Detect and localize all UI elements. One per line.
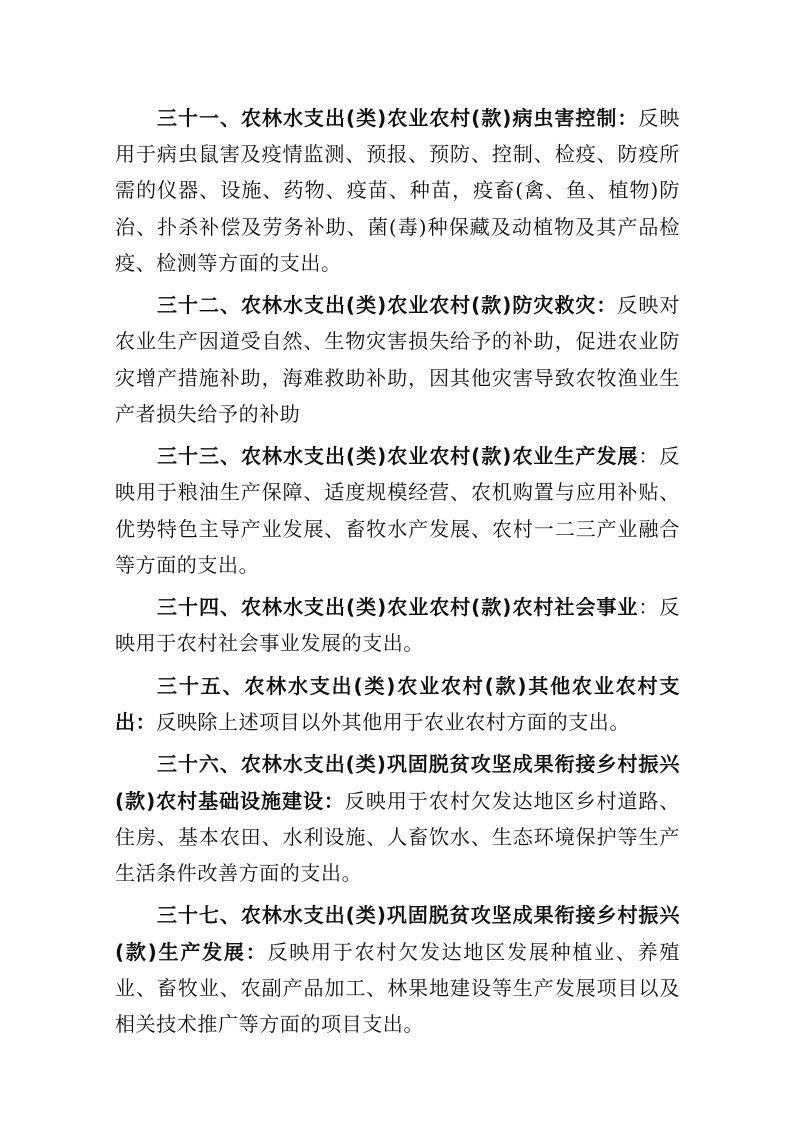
paragraph-body: ：反映用于粮油生产保障、适度规模经营、农机购置与应用补贴、优势特色主导产业发展、畜牧水产发展、农村一二三产业融合等方面的支出。 — [115, 444, 681, 577]
paragraph-heading: 三十三、农林水支出(类)农业农村(款)农业生产发展 — [157, 444, 639, 469]
paragraph-heading: 三十六、农林水支出(类)巩固脱贫攻坚成果衔接乡村振兴(款)农村基础设施建设： — [115, 752, 680, 813]
paragraph-body: 反映除上述项目以外其他用于农业农村方面的支出。 — [156, 710, 631, 734]
paragraph-heading: 三十五、农林水支出(类)农业农村(款)其他农业农村支出： — [115, 673, 680, 734]
paragraph-body: 反映用于农村欠发达地区发展种植业、养殖业、畜牧业、农副产品加工、林果地建设等生产发展项目以及相关技术推广等方面的项目支出。 — [115, 939, 680, 1036]
paragraph-body: 反映用于农村欠发达地区乡村道路、住房、基本农田、水利设施、人畜饮水、生态环境保护等生产生活条件改善方面的支出。 — [115, 788, 680, 885]
paragraph-34 — [115, 589, 680, 661]
paragraph-body: 反映用于病虫鼠害及疫情监测、预报、预防、控制、检疫、防疫所需的仪器、设施、药物、疫苗、种苗，疫畜(禽、鱼、植物)防治、扑杀补偿及劳务补助、菌(毒)种保藏及动植物及其产品检疫、检测等方面的支出。 — [115, 106, 681, 275]
paragraph-35 — [115, 668, 680, 740]
paragraph-heading: 三十七、农林水支出(类)巩固脱贫攻坚成果衔接乡村振兴(款)生产发展： — [115, 903, 680, 964]
paragraph-body: 反映对农业生产因道受自然、生物灾害损失给予的补助，促进农业防灾增产措施补助，海难救助补助，因其他灾害导致农牧渔业生产者损失给予的补助 — [115, 293, 680, 426]
paragraph-heading: 三十二、农林水支出(类)农业农村(款)防灾救灾： — [157, 293, 618, 318]
paragraph-32 — [115, 287, 680, 432]
paragraph-36 — [115, 746, 680, 891]
paragraph-31 — [115, 100, 680, 281]
paragraph-body: ：反映用于农村社会事业发展的支出。 — [115, 595, 681, 656]
paragraph-37 — [115, 897, 680, 1042]
paragraph-heading: 三十一、农林水支出(类)农业农村(款)病虫害控制： — [157, 106, 639, 130]
paragraph-heading: 三十四、农林水支出(类)农业农村(款)农村社会事业 — [157, 595, 639, 620]
document-page — [115, 100, 680, 1048]
paragraph-33 — [115, 438, 680, 583]
